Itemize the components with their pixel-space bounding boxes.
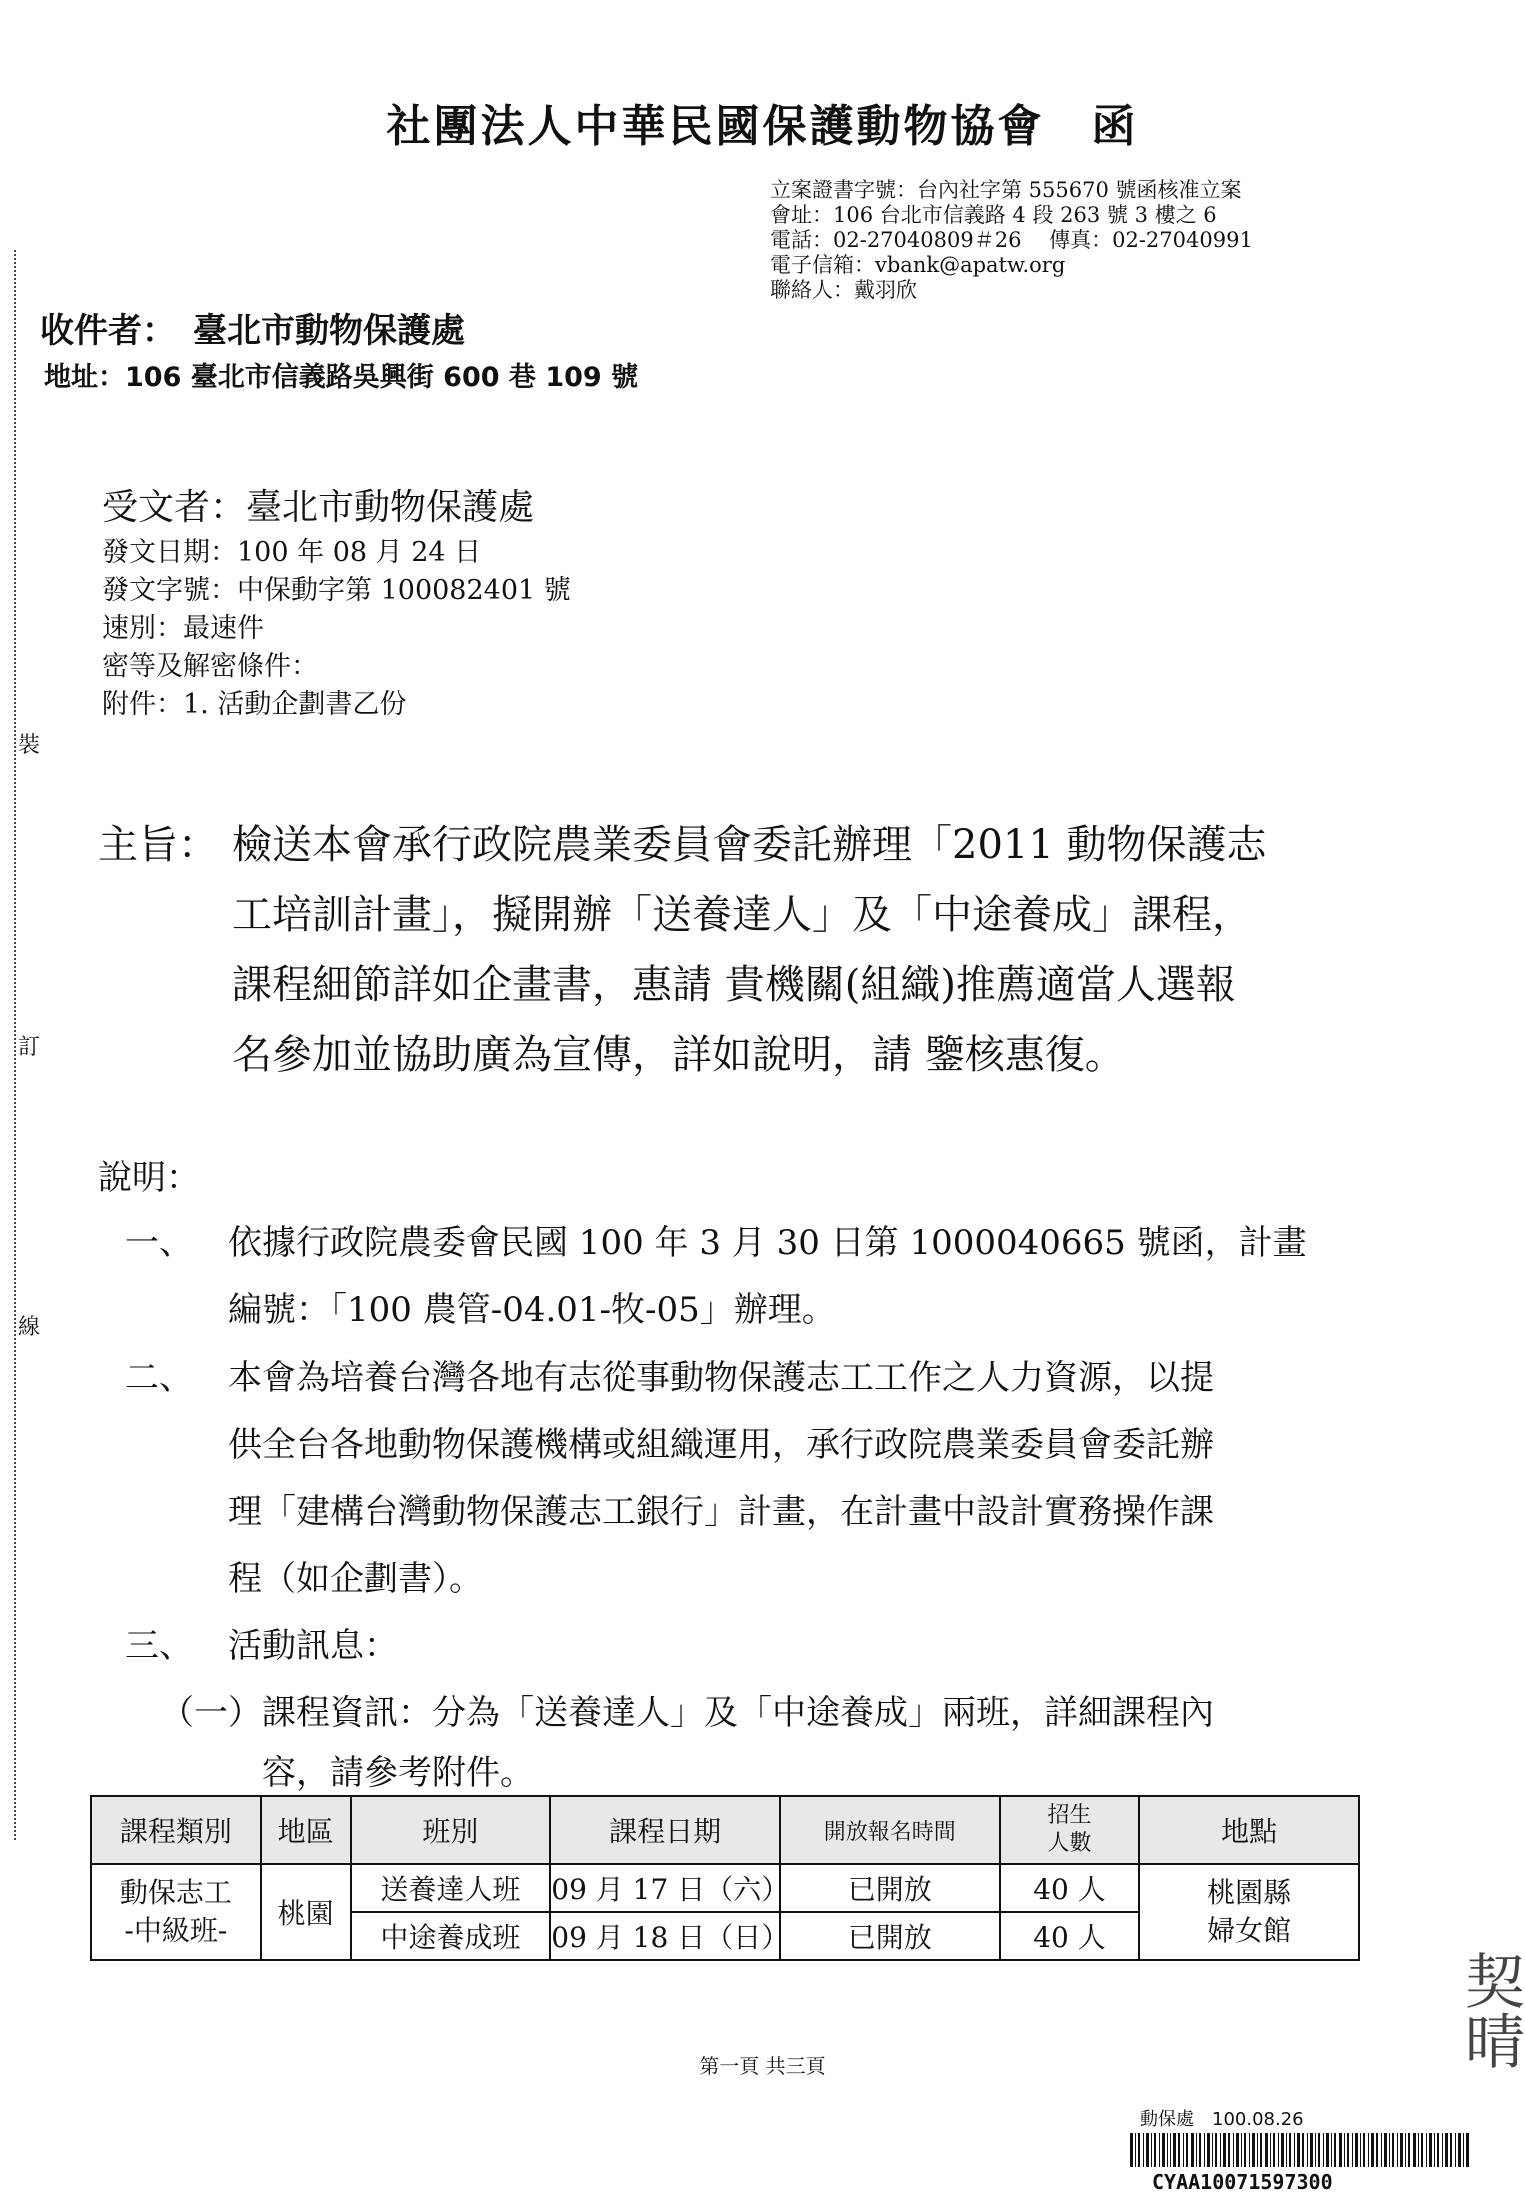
- binding-char-zhuang: 裝: [18, 728, 40, 759]
- meta-security: 密等及解密條件：: [102, 651, 318, 682]
- meta-attachment: 附件：1. 活動企劃書乙份: [102, 689, 407, 720]
- barcode-number: CYAA10071597300: [1152, 2170, 1333, 2194]
- receipt-stamp: 動保處 100.08.26: [1140, 2109, 1304, 2130]
- org-address: 會址：106 台北市信義路 4 段 263 號 3 樓之 6: [770, 203, 1217, 227]
- document-meta: [102, 482, 571, 724]
- recipient-name: 收件者： 臺北市動物保護處: [40, 311, 465, 351]
- sub-item-number: （一）: [160, 1693, 262, 1733]
- cell-class: 送養達人班: [351, 1864, 551, 1912]
- table-row: [91, 1864, 1359, 1912]
- item-line: 理「建構台灣動物保護志工銀行」計畫，在計畫中設計實務操作課: [228, 1492, 1214, 1532]
- item-line: 活動訊息：: [228, 1626, 398, 1666]
- org-phone-fax: 電話：02-27040809＃26 傳真：02-27040991: [770, 228, 1253, 252]
- table-header-row: [91, 1796, 1359, 1864]
- binding-char-xian: 線: [18, 1310, 40, 1341]
- item-line: 供全台各地動物保護機構或組織運用，承行政院農業委員會委託辦: [228, 1425, 1214, 1465]
- header-registration: 開放報名時間: [780, 1796, 1000, 1864]
- meta-speed: 速別：最速件: [102, 613, 264, 644]
- item-line: 編號：「100 農管-04.01-牧-05」辦理。: [228, 1290, 836, 1330]
- cell-category: 動保志工 -中級班-: [91, 1864, 261, 1960]
- subject-line: 工培訓計畫」，擬開辦「送養達人」及「中途養成」課程，: [232, 892, 1252, 938]
- item-number: 一、: [125, 1223, 193, 1263]
- cell-location: 桃園縣 婦女館: [1139, 1864, 1359, 1960]
- item-line: 程（如企劃書）。: [228, 1559, 483, 1599]
- cell-region: 桃園: [261, 1864, 351, 1960]
- meta-date: 發文日期：100 年 08 月 24 日: [102, 537, 482, 568]
- header-course-type: 課程類別: [91, 1796, 261, 1864]
- meta-receiver: 受文者：臺北市動物保護處: [102, 487, 535, 528]
- subject-line: 課程細節詳如企畫書，惠請 貴機關(組織)推薦適當人選報: [232, 962, 1236, 1008]
- header-date: 課程日期: [550, 1796, 780, 1864]
- recipient-address: 地址：106 臺北市信義路吳興街 600 巷 109 號: [44, 362, 639, 393]
- subject-line: 名參加並協助廣為宣傳，詳如說明，請 鑒核惠復。: [232, 1032, 1125, 1078]
- meta-doc-number: 發文字號：中保動字第 100082401 號: [102, 575, 571, 606]
- org-contact: 聯絡人：戴羽欣: [770, 278, 917, 302]
- subject-label: 主旨：: [98, 822, 218, 868]
- cell-quota: 40 人: [1000, 1912, 1140, 1960]
- org-registration: 立案證書字號：台內社字第 555670 號函核准立案: [770, 178, 1242, 202]
- item-number: 二、: [125, 1358, 193, 1398]
- cell-class: 中途養成班: [351, 1912, 551, 1960]
- page-number: 第一頁 共三頁: [699, 2054, 826, 2078]
- cell-date: 09 月 18 日（日）: [550, 1912, 780, 1960]
- sub-item-line: 課程資訊：分為「送養達人」及「中途養成」兩班，詳細課程內: [262, 1693, 1214, 1733]
- header-location: 地點: [1139, 1796, 1359, 1864]
- cell-quota: 40 人: [1000, 1864, 1140, 1912]
- org-email: 電子信箱：vbank@apatw.org: [770, 253, 1066, 277]
- header-quota: 招生 人數: [1000, 1796, 1140, 1864]
- binding-char-ding: 訂: [18, 1030, 40, 1061]
- barcode-image: [1130, 2133, 1470, 2167]
- signature-text: 契晴: [1455, 1950, 1525, 2070]
- cell-open: 已開放: [780, 1912, 1000, 1960]
- course-table: [90, 1795, 1360, 1961]
- binding-line: [14, 250, 41, 1840]
- sub-item-line: 容，請參考附件。: [262, 1753, 534, 1793]
- cell-open: 已開放: [780, 1864, 1000, 1912]
- explanation-label: 說明：: [98, 1158, 200, 1198]
- header-region: 地區: [261, 1796, 351, 1864]
- org-info-block: [770, 178, 1253, 303]
- document-title: 社團法人中華民國保護動物協會 函: [386, 101, 1139, 152]
- item-line: 依據行政院農委會民國 100 年 3 月 30 日第 1000040665 號函，計畫: [228, 1223, 1307, 1263]
- subject-line: 檢送本會承行政院農業委員會委託辦理「2011 動物保護志: [232, 822, 1267, 868]
- cell-date: 09 月 17 日（六）: [550, 1864, 780, 1912]
- item-line: 本會為培養台灣各地有志從事動物保護志工工作之人力資源，以提: [228, 1358, 1214, 1398]
- item-number: 三、: [125, 1626, 193, 1666]
- header-class: 班別: [351, 1796, 551, 1864]
